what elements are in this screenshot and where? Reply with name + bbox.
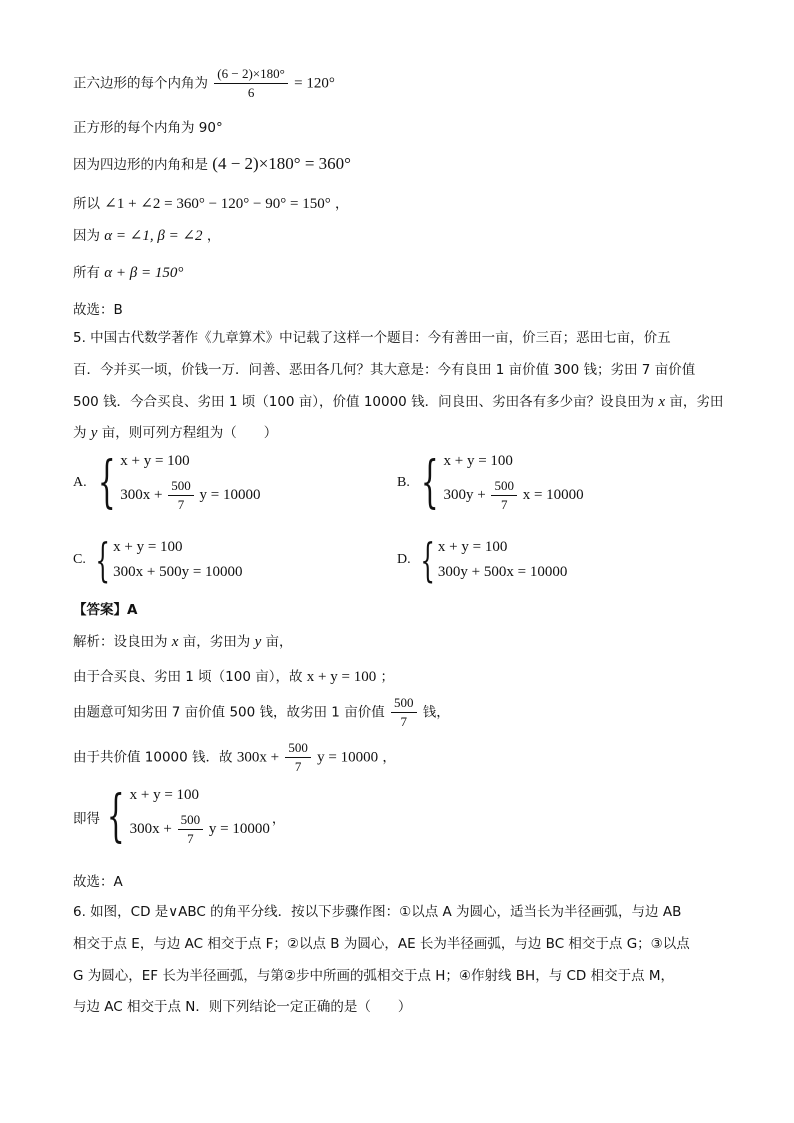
fraction-denominator: 7 [500, 497, 508, 512]
text: 6. 如图，CD 是∨ABC 的角平分线．按以下步骤作图：①以点 A 为圆心，适当长为半径画弧，与边 AB [73, 904, 682, 920]
text: 亩，劣田 [669, 394, 724, 410]
text: ， [206, 228, 221, 244]
equation-line-1: x + y = 100 [129, 787, 200, 803]
solution-line-alpha-beta-sum [73, 261, 183, 282]
fraction [178, 812, 204, 847]
math-part: y = 10000 [208, 820, 270, 837]
question-5-line-1 [73, 326, 671, 346]
math-part: 300x + [236, 749, 280, 766]
text: 所以 [73, 196, 100, 212]
fraction-numerator: (6 − 2)×180° [214, 66, 288, 84]
variable-x: x [658, 394, 666, 410]
option-label: D. [397, 552, 411, 567]
text: ， [335, 196, 349, 212]
equation-line-1: x + y = 100 [120, 453, 190, 469]
math-expression: x + y = 100 [306, 669, 377, 685]
text: 正方形的每个内角为 90° [73, 120, 223, 136]
math-expression: α + β = 150° [104, 265, 184, 281]
equation-line-2 [443, 478, 583, 513]
text: 即得 [73, 811, 100, 827]
option-a[interactable] [73, 450, 261, 515]
fraction [285, 740, 311, 775]
text: 由于合买良、劣田 1 顷（100 亩），故 [73, 669, 303, 685]
text: 【答案】A [73, 602, 138, 618]
text: 正六边形的每个内角为 [73, 75, 208, 92]
equation-line-1: x + y = 100 [437, 539, 508, 555]
option-label: A. [73, 475, 87, 490]
equation-system [92, 533, 243, 587]
solution-line-hexagon-angle [73, 66, 335, 101]
question-5-line-3 [73, 390, 723, 411]
fraction [214, 66, 288, 101]
text: 亩，劣田为 [182, 634, 251, 650]
solution-line-angle-sum [73, 192, 349, 213]
text: 因为四边形的内角和是 [73, 157, 208, 173]
math-result: = 120° [294, 75, 335, 92]
question-6-line-2 [73, 932, 690, 952]
math-part: y = 10000 [199, 486, 261, 503]
answer-label [73, 598, 137, 618]
equation-system [93, 450, 261, 515]
math-part: x = 10000 [522, 486, 584, 503]
solution-line-2 [73, 665, 394, 686]
text: G 为圆心，EF 长为半径画弧，与第②步中所画的弧相交于点 H；④作射线 BH，与 CD 相交于点 M， [73, 968, 675, 984]
fraction [168, 478, 194, 513]
text: 亩， [265, 634, 293, 650]
fraction-denominator: 7 [187, 831, 194, 846]
text: 亩，则可列方程组为（ ） [101, 425, 278, 441]
solution-line-6 [73, 870, 123, 890]
solution-line-square-angle [73, 116, 223, 136]
question-5-line-4 [73, 421, 277, 442]
math-part: 300x + [129, 820, 172, 837]
option-b[interactable] [397, 450, 584, 515]
text: 所有 [73, 265, 100, 281]
variable-y: y [90, 425, 98, 441]
math-expression: α = ∠1, β = ∠2 [104, 228, 203, 244]
fraction-denominator: 7 [294, 759, 302, 774]
solution-line-1 [73, 630, 293, 651]
text: 由于共价值 10000 钱．故 [73, 749, 233, 766]
question-6-line-4 [73, 995, 411, 1015]
brace: { [95, 533, 110, 587]
math-part: 300y + [443, 486, 486, 503]
text: 解析：设良田为 [73, 634, 168, 650]
text: 故选：B [73, 302, 123, 318]
math-part: y = 10000 [317, 749, 379, 766]
brace: { [106, 784, 125, 849]
question-6-line-3 [73, 964, 674, 984]
equation-line-2: 300x + 500y = 10000 [113, 564, 243, 580]
variable-x: x [171, 634, 179, 650]
fraction [391, 695, 417, 730]
fraction [491, 478, 517, 513]
text: ， [382, 749, 396, 766]
text: 5. 中国古代数学著作《九章算术》中记载了这样一个题目：今有善田一亩，价三百；恶田七亩，价五 [73, 330, 671, 346]
text: 百．今并买一顷，价钱一万．问善、恶田各几何？其大意是：今有良田 1 亩价值 300 钱；劣田 7 亩价值 [73, 362, 696, 378]
text: 钱， [422, 704, 450, 721]
question-6-line-1 [73, 900, 681, 920]
brace: { [420, 450, 439, 515]
fraction-numerator: 500 [491, 478, 517, 496]
fraction-denominator: 7 [400, 714, 407, 729]
variable-y: y [254, 634, 262, 650]
brace: { [419, 533, 435, 587]
text: 故选：A [73, 874, 123, 890]
answer-choice-line [73, 298, 123, 318]
option-label: B. [397, 475, 410, 490]
text: ， [271, 811, 286, 827]
text: 为 [73, 425, 87, 441]
equation-system [416, 450, 584, 515]
text: 因为 [73, 228, 100, 244]
option-c[interactable] [73, 533, 243, 587]
fraction-numerator: 500 [178, 812, 204, 830]
equation-line-2: 300y + 500x = 10000 [437, 564, 568, 580]
equation-system [102, 784, 270, 849]
solution-line-5 [73, 784, 286, 849]
fraction-denominator: 6 [247, 85, 255, 100]
math-part: 300x + [120, 486, 163, 503]
fraction-denominator: 7 [177, 497, 185, 512]
text: 由题意可知劣田 7 亩价值 500 钱，故劣田 1 亩价值 [73, 704, 385, 721]
option-label: C. [73, 552, 86, 567]
equation-system [417, 533, 568, 587]
text: 相交于点 E，与边 AC 相交于点 F；②以点 B 为圆心，AE 长为半径画弧，与边 BC 相交于点 G；③以点 [73, 936, 690, 952]
text: 500 钱．今合买良、劣田 1 顷（100 亩），价值 10000 钱．问良田、劣田各有多少亩？设良田为 [73, 394, 655, 410]
solution-line-3 [73, 695, 450, 730]
equation-line-1: x + y = 100 [443, 453, 513, 469]
math-expression: ∠1 + ∠2 = 360° − 120° − 90° = 150° [104, 196, 331, 212]
equation-line-2 [130, 812, 270, 847]
question-5-line-2 [73, 358, 695, 378]
fraction-numerator: 500 [285, 740, 311, 758]
solution-line-4 [73, 740, 396, 775]
fraction-numerator: 500 [168, 478, 194, 496]
equation-line-1: x + y = 100 [113, 539, 183, 555]
solution-line-alpha-beta-def [73, 224, 220, 245]
fraction-numerator: 500 [391, 695, 417, 713]
math-expression: (4 − 2)×180° = 360° [212, 154, 351, 173]
text: 与边 AC 相交于点 N．则下列结论一定正确的是（ ） [73, 999, 412, 1015]
equation-line-2 [120, 478, 260, 513]
solution-line-quad-sum [73, 153, 351, 174]
text: ； [380, 669, 394, 685]
option-d[interactable] [397, 533, 568, 587]
brace: { [97, 450, 116, 515]
